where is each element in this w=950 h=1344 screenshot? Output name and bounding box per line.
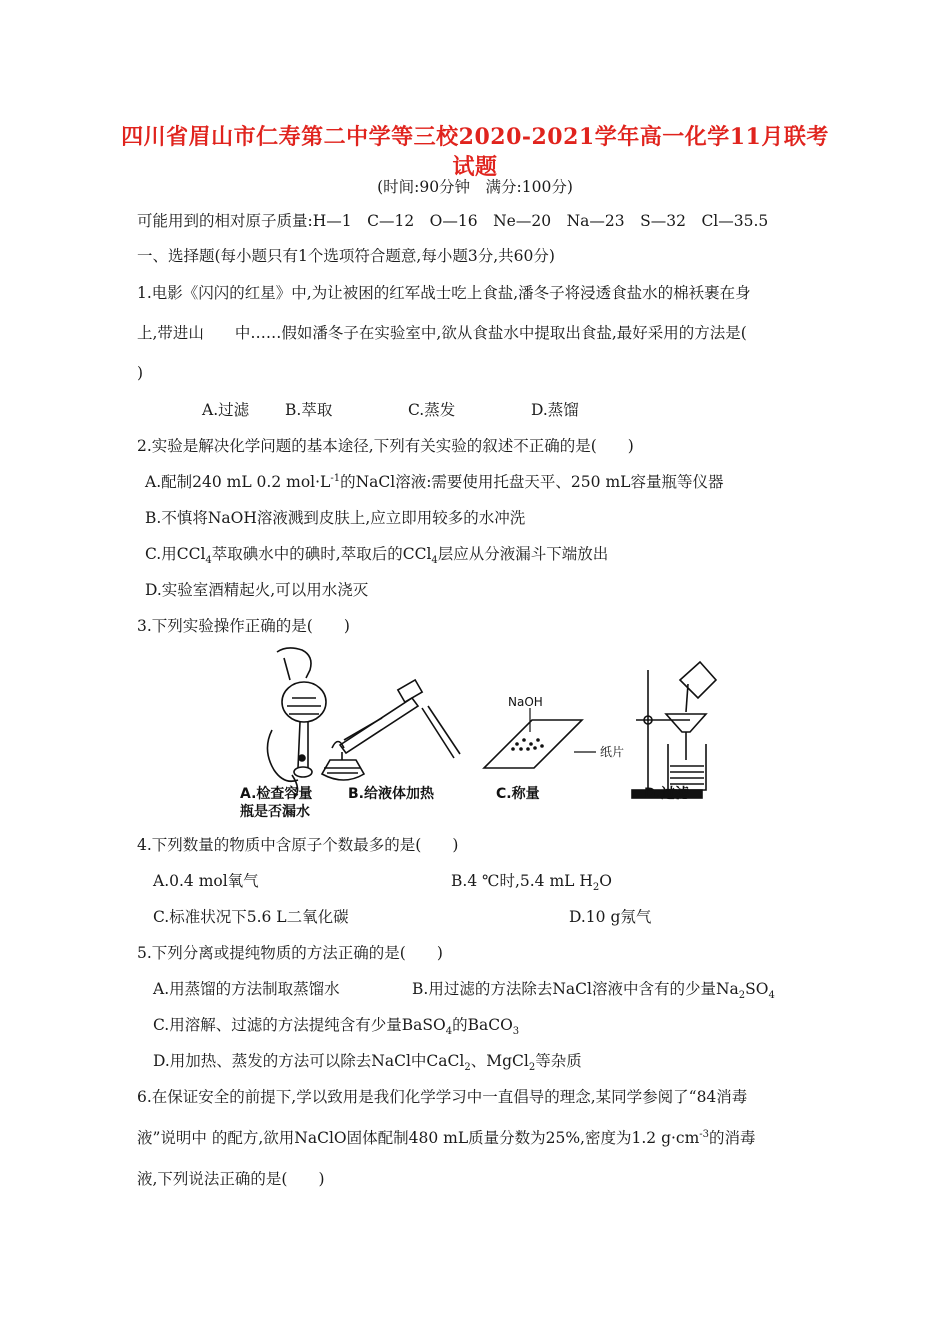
q1-option-a: A.过滤 bbox=[202, 401, 250, 419]
weighing-drawing bbox=[484, 695, 624, 768]
q1-stem-line3: ) bbox=[137, 364, 144, 382]
q5-option-d: D.用加热、蒸发的方法可以除去NaCl中CaCl$_2$、MgCl$_2$等杂质 bbox=[153, 1052, 582, 1074]
q4-option-b: B.4 ℃时,5.4 mL $H_2O$ bbox=[451, 872, 612, 894]
q2-option-a: A.配制240 mL 0.2 $mol\cdot L^{-1}$的NaCl溶液:需要使用托盘天平、250 mL容量瓶等仪器 bbox=[145, 472, 724, 491]
atomic-masses: 可能用到的相对原子质量:H—1 C—12 O—16 Ne—20 Na—23 S—32 Cl—35.5 bbox=[137, 212, 769, 230]
q1-stem-line1: 1.电影《闪闪的红星》中,为让被困的红军战士吃上食盐,潘冬子将浸透食盐水的棉袄裹在身 bbox=[137, 284, 751, 302]
q1-option-b: B.萃取 bbox=[285, 401, 333, 419]
lab-operations-figure bbox=[232, 640, 740, 825]
figure-caption-a-line1: A.检查容量 bbox=[240, 786, 313, 802]
q2-option-d: D.实验室酒精起火,可以用水浇灭 bbox=[145, 581, 369, 599]
q3-stem: 3.下列实验操作正确的是( ) bbox=[137, 617, 350, 635]
q5-option-b: B.用过滤的方法除去NaCl溶液中含有的少量$Na_2SO_4$ bbox=[412, 980, 775, 1002]
naoh-label: NaOH bbox=[508, 695, 543, 709]
q5-stem: 5.下列分离或提纯物质的方法正确的是( ) bbox=[137, 944, 443, 962]
figure-caption-d: D.过滤 bbox=[644, 786, 689, 802]
volumetric-flask-drawing bbox=[267, 648, 326, 798]
q2-stem: 2.实验是解决化学问题的基本途径,下列有关实验的叙述不正确的是( ) bbox=[137, 437, 634, 455]
q6-stem-line1: 6.在保证安全的前提下,学以致用是我们化学学习中一直倡导的理念,某同学参阅了“84消毒 bbox=[137, 1088, 748, 1106]
q5-option-c: C.用溶解、过滤的方法提纯含有少量BaSO$_4$的BaCO$_3$ bbox=[153, 1016, 520, 1038]
test-tube-heating-drawing bbox=[322, 680, 460, 780]
q2-option-c: C.用CCl$_4$萃取碘水中的碘时,萃取后的CCl$_4$层应从分液漏斗下端放出 bbox=[145, 545, 609, 567]
exam-title-line2: 试题 bbox=[452, 154, 498, 180]
q4-option-a: A.0.4 mol氧气 bbox=[153, 872, 259, 890]
figure-caption-b: B.给液体加热 bbox=[348, 786, 434, 802]
lab-operations-svg bbox=[232, 640, 740, 825]
q2-option-b: B.不慎将NaOH溶液溅到皮肤上,应立即用较多的水冲洗 bbox=[145, 509, 526, 527]
section-title: 一、选择题(每小题只有1个选项符合题意,每小题3分,共60分) bbox=[137, 247, 555, 265]
figure-caption-a-line2: 瓶是否漏水 bbox=[240, 804, 310, 820]
q1-option-d: D.蒸馏 bbox=[531, 401, 579, 419]
q4-option-c: C.标准状况下5.6 L二氧化碳 bbox=[153, 908, 349, 926]
q1-stem-line2: 上,带进山 中……假如潘冬子在实验室中,欲从食盐水中提取出食盐,最好采用的方法是( bbox=[137, 324, 747, 342]
filtration-drawing bbox=[632, 662, 716, 798]
q4-option-d: D.10 g氖气 bbox=[569, 908, 652, 926]
q5-option-a: A.用蒸馏的方法制取蒸馏水 bbox=[153, 980, 340, 998]
q4-stem: 4.下列数量的物质中含原子个数最多的是( ) bbox=[137, 836, 459, 854]
exam-title-line1: 四川省眉山市仁寿第二中学等三校2020-2021学年高一化学11月联考 bbox=[121, 124, 829, 150]
q6-stem-line2: 液”说明中 的配方,欲用NaClO固体配制480 mL质量分数为25%,密度为1.2 $g\cdot cm^{-3}$的消毒 bbox=[137, 1128, 756, 1147]
figure-caption-c: C.称量 bbox=[496, 786, 540, 802]
exam-info: (时间:90分钟 满分:100分) bbox=[377, 178, 573, 196]
q1-option-c: C.蒸发 bbox=[408, 401, 456, 419]
q6-stem-line3: 液,下列说法正确的是( ) bbox=[137, 1170, 325, 1188]
paper-label: 纸片 bbox=[600, 745, 625, 759]
